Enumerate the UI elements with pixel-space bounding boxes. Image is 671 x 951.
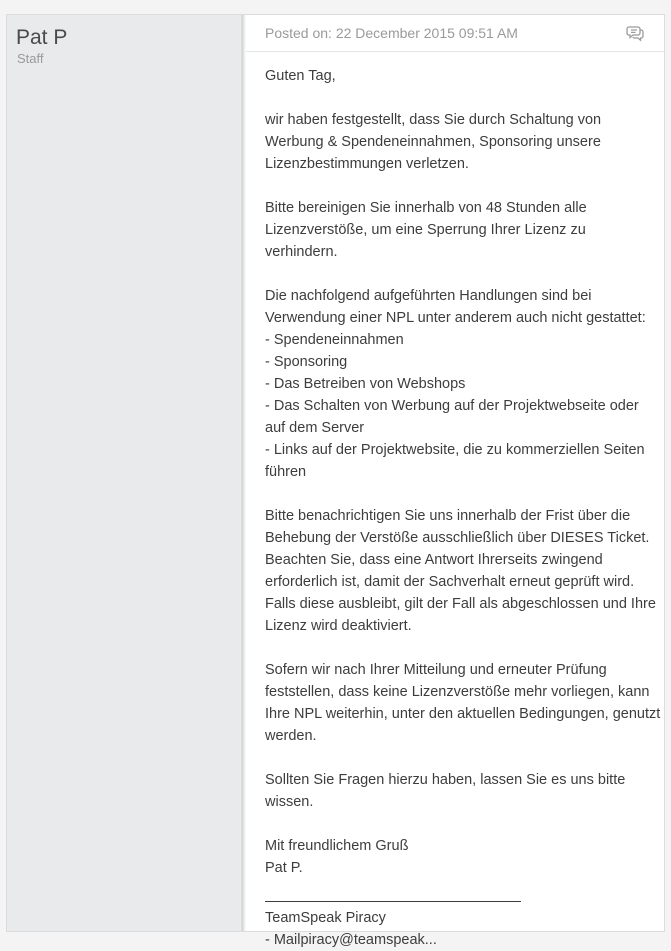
post-paragraph-questions: Sollten Sie Fragen hierzu haben, lassen Sie es uns bitte wissen. [265, 772, 626, 810]
post-paragraph-review: Sofern wir nach Ihrer Mitteilung und erneuter Prüfung feststellen, dass keine Lizenzverstöße mehr vorliegen, kann Ihre NPL weiterhin, unter den aktuellen Bedingungen, genutzt werden. [265, 662, 661, 744]
signature-org: TeamSpeak Piracy [265, 910, 386, 926]
author-role: Staff [17, 51, 44, 66]
post-paragraph-greeting: Guten Tag, [265, 68, 336, 84]
author-name: Pat P [16, 26, 68, 49]
signature-mail: - Mailpiracy@teamspeak... [265, 932, 437, 948]
author-panel [7, 15, 242, 931]
quote-bubble-icon[interactable] [626, 25, 644, 41]
ticket-post [6, 14, 665, 948]
post-paragraph-violation: wir haben festgestellt, dass Sie durch Schaltung von Werbung & Spendeneinnahmen, Sponsoring unsere Lizenzbestimmungen verletzen. [265, 112, 602, 172]
post-body [265, 65, 665, 951]
posted-on-timestamp: Posted on: 22 December 2015 09:51 AM [265, 25, 518, 41]
post-paragraph-deadline: Bitte bereinigen Sie innerhalb von 48 Stunden alle Lizenzverstöße, um eine Sperrung Ihrer Lizenz zu verhindern. [265, 200, 587, 260]
post-paragraph-closing: Mit freundlichem Gruß Pat P. [265, 838, 409, 876]
post-paragraph-prohibited-list: Die nachfolgend aufgeführten Handlungen sind bei Verwendung einer NPL unter anderem auch nicht gestattet: - Spendeneinnahmen - Sponsoring - Das Betreiben von Webshops - Das Schalten von Werbung auf der Projektwebseite oder auf dem Server - Links auf der Projektwebsite, die zu kommerziellen Seiten führen [265, 288, 646, 480]
post-header [246, 15, 664, 52]
panel-divider [242, 15, 246, 931]
signature-divider [265, 901, 521, 902]
post-paragraph-notification: Bitte benachrichtigen Sie uns innerhalb der Frist über die Behebung der Verstöße ausschließlich über DIESES Ticket. Beachten Sie, dass eine Antwort Ihrerseits zwingend erforderlich ist, damit der Sachverhalt erneut geprüft wird. Falls diese ausbleibt, gilt der Fall als abgeschlossen und Ihre Lizenz wird deaktiviert. [265, 508, 656, 634]
